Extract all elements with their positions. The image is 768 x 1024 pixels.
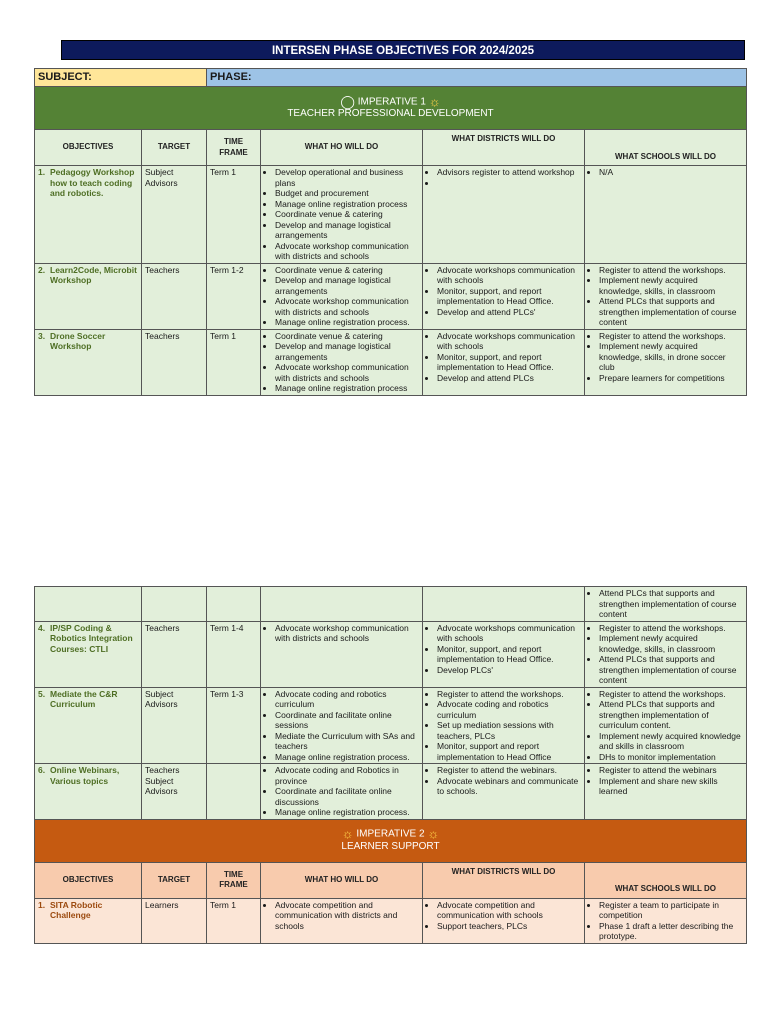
list-item: • Phase 1 draft a letter describing the prototype.	[599, 921, 743, 942]
objective-cell	[35, 764, 142, 820]
list-item: • Monitor, support, and report implementation to Head Office.	[437, 352, 581, 373]
objective-cell	[35, 263, 142, 329]
imperative-2-banner	[35, 819, 747, 862]
table-row	[35, 898, 747, 943]
objectives-table-1	[34, 68, 747, 396]
list-item: • Develop and attend PLCs	[437, 373, 581, 384]
list-item: • Register to attend the workshops.	[599, 689, 743, 700]
phase-label: PHASE:	[207, 69, 747, 87]
list-item: • Implement newly acquired knowledge, skills, in classroom	[599, 275, 743, 296]
list-item: • Advocate webinars and communicate to schools.	[437, 776, 581, 797]
objective-text: SITA Robotic Challenge	[50, 899, 103, 920]
list-item: • Advocate workshop communication with districts and schools	[275, 623, 419, 644]
time-frame-cell: Term 1-4	[207, 621, 261, 687]
page-title: INTERSEN PHASE OBJECTIVES FOR 2024/2025	[61, 40, 745, 60]
row-number: 2.	[38, 264, 46, 275]
row-number: 1.	[38, 167, 46, 177]
header-ho: WHAT HO WILL DO	[261, 130, 423, 166]
header-time-frame: TIME FRAME	[207, 130, 261, 166]
schools-cell	[585, 621, 747, 687]
schools-cell	[585, 898, 747, 943]
list-item: • Advocate workshop communication with districts and schools	[275, 241, 419, 262]
list-item: • Advocate workshops communication with schools	[437, 623, 581, 644]
list-item: • Implement newly acquired knowledge, skills, in classroom	[599, 633, 743, 654]
list-item: • Register to attend the workshops.	[599, 331, 743, 342]
districts-cell	[423, 621, 585, 687]
table-row	[35, 329, 747, 395]
objectives-table-2	[34, 586, 747, 944]
list-item: • Advocate workshop communication with districts and schools	[275, 362, 419, 383]
row-number: 4.	[38, 622, 46, 633]
list-item: • Monitor, support, and report implementation to Head Office.	[437, 644, 581, 665]
ho-cell	[261, 329, 423, 395]
list-item: • Manage online registration process.	[275, 752, 419, 763]
districts-cell	[423, 898, 585, 943]
list-item: • Develop and manage logistical arrangements	[275, 275, 419, 296]
table-row	[35, 263, 747, 329]
list-item: • Coordinate and facilitate online sessions	[275, 710, 419, 731]
schools-cell	[585, 764, 747, 820]
lightbulb-glow-icon: ☼	[427, 826, 440, 842]
row-number: 1.	[38, 899, 46, 910]
ho-cell	[261, 764, 423, 820]
list-item: • N/A	[599, 167, 743, 178]
districts-cell	[423, 166, 585, 264]
table-header-row	[35, 130, 747, 166]
schools-cell	[585, 687, 747, 764]
table-row	[35, 166, 747, 264]
objective-text: IP/SP Coding & Robotics Integration Courses: CTLI	[50, 622, 133, 654]
lightbulb-glow-icon: ☼	[428, 93, 441, 109]
target-cell: Teachers	[142, 263, 207, 329]
list-item: • Develop operational and business plans	[275, 167, 419, 188]
imperative-1-title: IMPERATIVE 1	[357, 96, 426, 108]
list-item: • Register to attend the workshops.	[599, 265, 743, 276]
objective-cell	[35, 898, 142, 943]
objective-text: Drone Soccer Workshop	[50, 330, 106, 351]
list-item: • Register to attend the workshops.	[599, 623, 743, 634]
header-schools: WHAT SCHOOLS WILL DO	[585, 130, 747, 166]
list-item: • Register to attend the webinars.	[437, 765, 581, 776]
objective-text: Learn2Code, Microbit Workshop	[50, 264, 137, 285]
objective-cell	[35, 166, 142, 264]
objective-cell	[35, 329, 142, 395]
header-objectives: OBJECTIVES	[35, 130, 142, 166]
list-item: • Attend PLCs that supports and strengthen implementation of course content	[599, 296, 743, 328]
time-frame-cell	[207, 764, 261, 820]
row-number: 6.	[38, 765, 46, 775]
list-item: • Prepare learners for competitions	[599, 373, 743, 384]
ho-cell	[261, 898, 423, 943]
time-frame-cell: Term 1	[207, 898, 261, 943]
table-header-row	[35, 862, 747, 898]
schools-cell	[585, 263, 747, 329]
table-row	[35, 621, 747, 687]
ho-cell	[261, 621, 423, 687]
list-item: • Manage online registration process	[275, 383, 419, 394]
time-frame-cell: Term 1-2	[207, 263, 261, 329]
list-item: • Advocate coding and robotics curriculum	[437, 699, 581, 720]
ho-cell	[261, 263, 423, 329]
subject-label: SUBJECT:	[35, 69, 207, 87]
list-item: • Coordinate and facilitate online discussions	[275, 786, 419, 807]
districts-cell	[423, 764, 585, 820]
header-target: TARGET	[142, 130, 207, 166]
lightbulb-glow-icon: ☼	[341, 826, 354, 842]
schools-cell	[585, 166, 747, 264]
imperative-1-subtitle: TEACHER PROFESSIONAL DEVELOPMENT	[287, 108, 494, 120]
districts-cell	[423, 329, 585, 395]
imperative-2-subtitle: LEARNER SUPPORT	[341, 840, 440, 852]
districts-cell	[423, 263, 585, 329]
list-item: • Set up mediation sessions with teachers, PLCs	[437, 720, 581, 741]
target-cell: Teachers	[142, 329, 207, 395]
list-item: • Develop and manage logistical arrangements	[275, 341, 419, 362]
list-item: • Advocate workshops communication with schools	[437, 331, 581, 352]
time-frame-cell: Term 1	[207, 329, 261, 395]
target-cell: Teachers Subject Advisors	[142, 764, 207, 820]
objective-text: Pedagogy Workshop how to teach coding and robotics.	[50, 167, 135, 198]
list-item: • Monitor, support, and report implementation to Head Office.	[437, 286, 581, 307]
objective-cell	[35, 621, 142, 687]
row-number: 5.	[38, 688, 46, 699]
ho-cell	[261, 687, 423, 764]
list-item: • Develop PLCs'	[437, 665, 581, 676]
list-item: • Manage online registration process.	[275, 317, 419, 328]
list-item: • Implement and share new skills learned	[599, 776, 743, 797]
list-item: • Attend PLCs that supports and strengthen implementation of course content	[599, 588, 743, 620]
imperative-2-title: IMPERATIVE 2	[356, 828, 425, 840]
list-item: • Manage online registration process.	[275, 807, 419, 818]
list-item: • Register a team to participate in competition	[599, 900, 743, 921]
lightbulb-outline-icon: ◯	[340, 93, 355, 109]
list-item: • Develop and attend PLCs'	[437, 307, 581, 318]
header-districts: WHAT DISTRICTS WILL DO	[423, 862, 585, 898]
list-item: • Support teachers, PLCs	[437, 921, 581, 932]
row-number: 3.	[38, 330, 46, 341]
header-schools: WHAT SCHOOLS WILL DO	[585, 862, 747, 898]
list-item: • Register to attend the webinars	[599, 765, 743, 776]
header-time-frame: TIME FRAME	[207, 862, 261, 898]
list-item: • Coordinate venue & catering	[275, 209, 419, 220]
header-objectives: OBJECTIVES	[35, 862, 142, 898]
list-item: • Advocate coding and Robotics in province	[275, 765, 419, 786]
list-item: • DHs to monitor implementation	[599, 752, 743, 763]
target-cell: Subject Advisors	[142, 687, 207, 764]
table-row	[35, 687, 747, 764]
time-frame-cell: Term 1-3	[207, 687, 261, 764]
objective-cell	[35, 687, 142, 764]
list-item	[437, 178, 581, 189]
continuation-cell	[585, 587, 747, 622]
list-item: • Advocate workshop communication with districts and schools	[275, 296, 419, 317]
list-item: • Advocate competition and communication with schools	[437, 900, 581, 921]
table-row-continuation	[35, 587, 747, 622]
list-item: • Manage online registration process	[275, 199, 419, 210]
list-item: • Monitor, support and report implementation to Head Office	[437, 741, 581, 762]
list-item: • Attend PLCs that supports and strengthen implementation of course content	[599, 654, 743, 686]
list-item: • Attend PLCs that supports and strengthen implementation of curriculum content.	[599, 699, 743, 731]
objective-text: Online Webinars, Various topics	[50, 765, 120, 786]
header-ho: WHAT HO WILL DO	[261, 862, 423, 898]
districts-cell	[423, 687, 585, 764]
list-item: • Coordinate venue & catering	[275, 331, 419, 342]
schools-cell	[585, 329, 747, 395]
imperative-1-banner	[35, 87, 747, 130]
list-item: • Implement newly acquired knowledge, skills, in drone soccer club	[599, 341, 743, 373]
header-districts: WHAT DISTRICTS WILL DO	[423, 130, 585, 166]
list-item: • Advisors register to attend workshop	[437, 167, 581, 178]
time-frame-cell: Term 1	[207, 166, 261, 264]
list-item: • Budget and procurement	[275, 188, 419, 199]
list-item: • Mediate the Curriculum with SAs and teachers	[275, 731, 419, 752]
list-item: • Register to attend the workshops.	[437, 689, 581, 700]
objective-text: Mediate the C&R Curriculum	[50, 688, 118, 709]
target-cell: Learners	[142, 898, 207, 943]
list-item: • Coordinate venue & catering	[275, 265, 419, 276]
ho-cell	[261, 166, 423, 264]
list-item: • Advocate workshops communication with schools	[437, 265, 581, 286]
list-item: • Develop and manage logistical arrangements	[275, 220, 419, 241]
table-row	[35, 764, 747, 820]
list-item: • Advocate competition and communication with districts and schools	[275, 900, 419, 932]
target-cell: Subject Advisors	[142, 166, 207, 264]
header-target: TARGET	[142, 862, 207, 898]
target-cell: Teachers	[142, 621, 207, 687]
list-item: • Implement newly acquired knowledge and skills in classroom	[599, 731, 743, 752]
list-item: • Advocate coding and robotics curriculum	[275, 689, 419, 710]
